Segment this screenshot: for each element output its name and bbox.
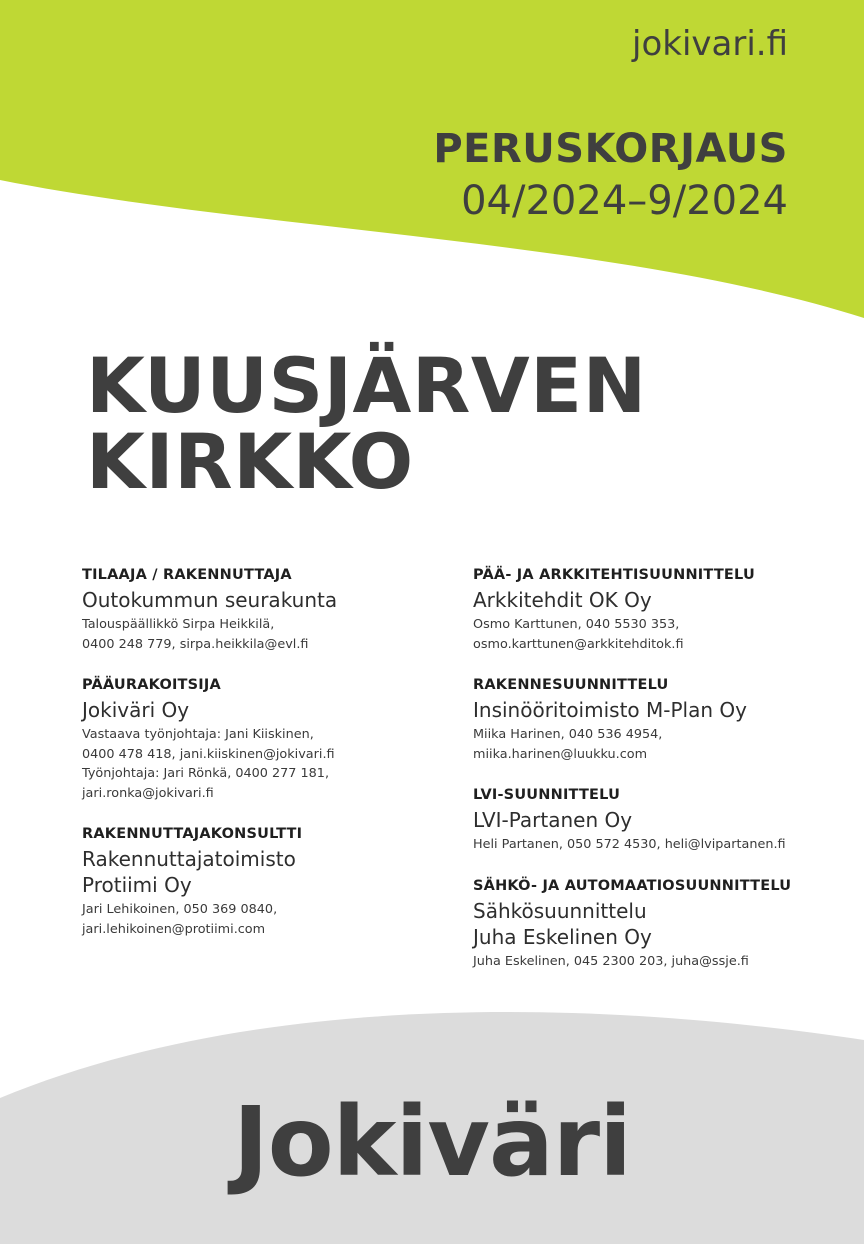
contact-details [473,835,853,855]
detail-line: osmo.karttunen@arkkitehditok.fi [473,636,684,652]
company-name [82,846,462,898]
project-type: PERUSKORJAUS [433,126,788,172]
block-heading: RAKENNESUUNNITTELU [473,677,669,693]
info-block [82,564,462,654]
contact-details [473,952,853,972]
detail-line: jari.ronka@jokivari.fi [82,785,214,801]
company-name [473,697,853,723]
detail-line: Juha Eskelinen, 045 2300 203, juha@ssje.fi [473,953,749,969]
company-name [473,587,853,613]
info-block [473,784,853,855]
detail-line: Talouspäällikkö Sirpa Heikkilä, [82,617,275,632]
company-line: Juha Eskelinen Oy [473,924,652,949]
contact-details [82,725,462,803]
info-block [82,823,462,939]
info-block [473,674,853,764]
company-name [473,898,853,950]
detail-line: Jari Lehikoinen, 050 369 0840, [82,902,278,917]
company-name [82,697,462,723]
company-line: Sähkösuunnittelu [473,898,647,923]
contact-details [473,725,853,764]
title-line-2: KIRKKO [86,417,414,506]
company-name [82,587,462,613]
project-dates: 04/2024–9/2024 [461,178,788,224]
title-line-1: KUUSJÄRVEN [86,341,647,430]
contact-details [473,615,853,654]
company-line: Protiimi Oy [82,873,192,897]
company-line: Rakennuttajatoimisto [82,847,296,871]
block-heading: RAKENNUTTAJAKONSULTTI [82,826,303,842]
company-line: Jokiväri Oy [82,698,190,722]
company-line: Insinööritoimisto M-Plan Oy [473,698,747,722]
info-block [473,875,853,972]
company-line: Outokummun seurakunta [82,588,338,612]
company-line: Arkkitehdit OK Oy [473,588,652,612]
company-name [473,807,853,833]
company-line: LVI-Partanen Oy [473,808,633,832]
block-heading: PÄÄURAKOITSIJA [82,677,221,693]
detail-line: 0400 478 418, jani.kiiskinen@jokivari.fi [82,746,335,762]
left-column [82,564,462,959]
detail-line: Työnjohtaja: Jari Rönkä, 0400 277 181, [82,766,330,781]
detail-line: Osmo Karttunen, 040 5530 353, [473,617,680,632]
right-column [473,564,853,991]
block-heading: PÄÄ- JA ARKKITEHTISUUNNITTELU [473,567,755,583]
block-heading: LVI-SUUNNITTELU [473,787,621,803]
website-address: jokivari.fi [632,24,788,64]
detail-line: miika.harinen@luukku.com [473,746,648,762]
contact-details [82,900,462,939]
detail-line: Heli Partanen, 050 572 4530, heli@lvipartanen.fi [473,837,786,852]
info-block [82,674,462,803]
detail-line: Vastaava työnjohtaja: Jani Kiiskinen, [82,727,314,742]
block-heading: TILAAJA / RAKENNUTTAJA [82,567,292,583]
detail-line: Miika Harinen, 040 536 4954, [473,727,663,742]
info-block [473,564,853,654]
block-heading: SÄHKÖ- JA AUTOMAATIOSUUNNITTELU [473,877,792,894]
detail-line: 0400 248 779, sirpa.heikkila@evl.fi [82,636,309,652]
contact-details [82,615,462,654]
jokivari-logo: Jokiväri [232,1086,632,1198]
detail-line: jari.lehikoinen@protiimi.com [82,921,266,937]
page-title [86,341,647,506]
